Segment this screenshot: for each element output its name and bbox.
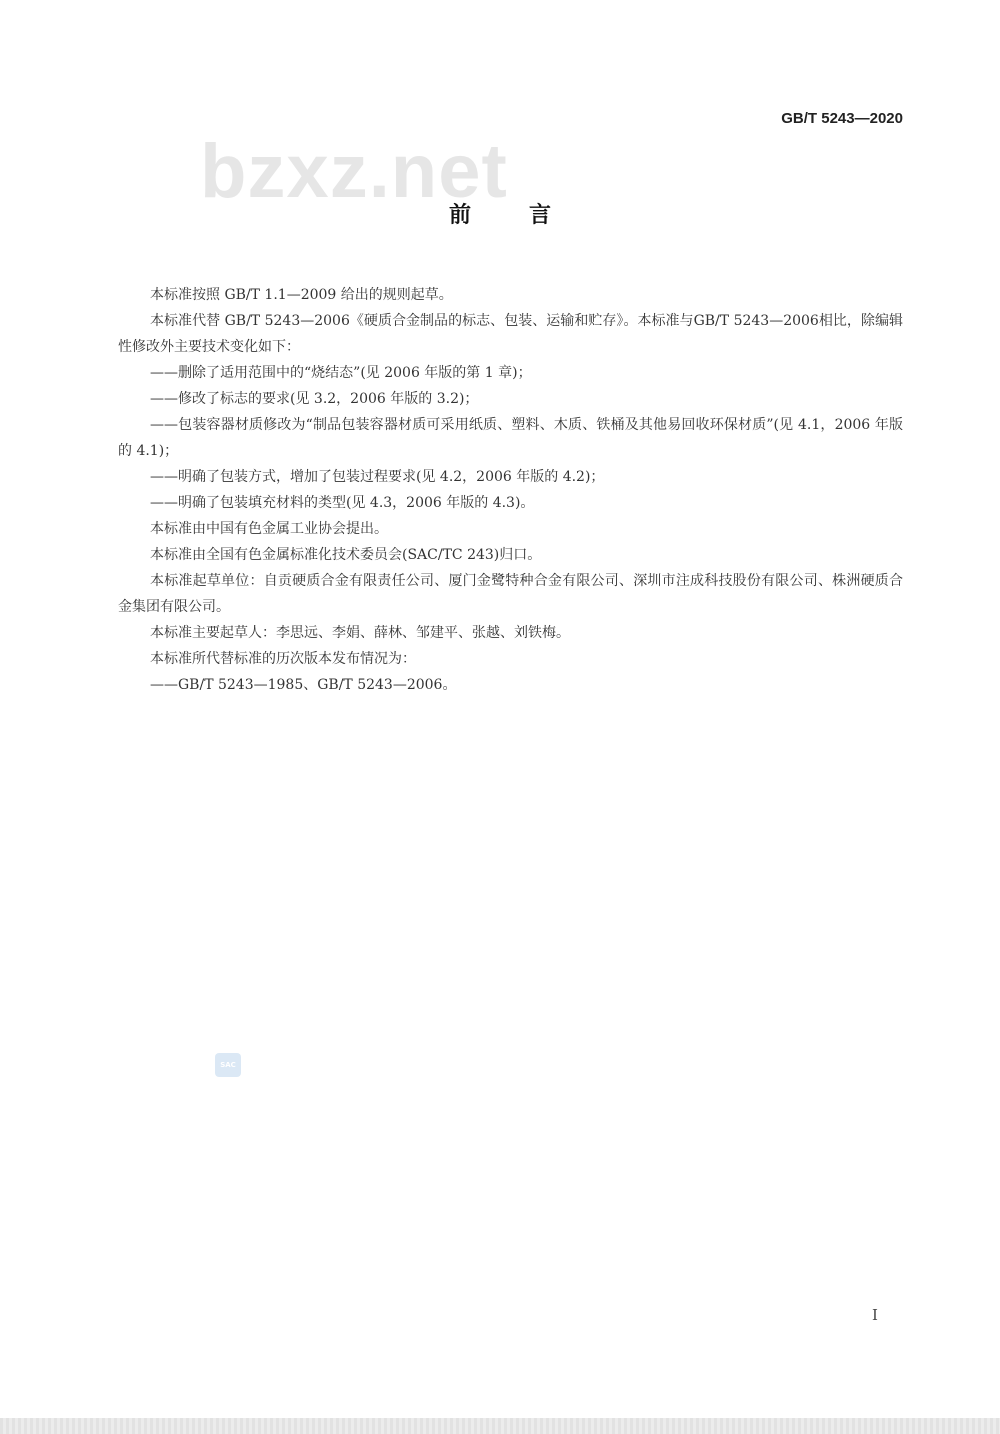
paragraph: 本标准由中国有色金属工业协会提出。 [150, 521, 388, 537]
page-title: 前言 [448, 203, 609, 228]
paragraph: 本标准代替 GB/T 5243—2006《硬质合金制品的标志、包装、运输和贮存》。本标准与GB/T 5243—2006相比，除编辑性修改外主要技术变化如下： [118, 313, 903, 355]
paragraph: 本标准由全国有色金属标准化技术委员会(SAC/TC 243)归口。 [150, 547, 542, 563]
standard-code: GB/T 5243—2020 [781, 110, 903, 127]
previous-editions: ——GB/T 5243—1985、GB/T 5243—2006。 [150, 677, 457, 693]
sac-logo-icon: SAC [215, 1053, 241, 1077]
bottom-edge [0, 1418, 1000, 1434]
watermark: bzxz.net [200, 129, 508, 214]
change-item: ——删除了适用范围中的“烧结态”(见 2006 年版的第 1 章)； [150, 365, 532, 381]
change-item: ——包装容器材质修改为“制品包装容器材质可采用纸质、塑料、木质、铁桶及其他易回收环保材质”(见 4.1，2006 年版的 4.1)； [118, 417, 903, 459]
paragraph: 本标准所代替标准的历次版本发布情况为： [150, 651, 416, 667]
foreword-body [118, 282, 903, 698]
paragraph: 本标准主要起草人：李思远、李娟、薛林、邹建平、张越、刘铁梅。 [150, 625, 570, 641]
change-item: ——明确了包装填充材料的类型(见 4.3，2006 年版的 4.3)。 [150, 495, 535, 511]
change-item: ——修改了标志的要求(见 3.2，2006 年版的 3.2)； [150, 391, 479, 407]
page-number: I [872, 1306, 878, 1324]
change-item: ——明确了包装方式，增加了包装过程要求(见 4.2，2006 年版的 4.2)； [150, 469, 605, 485]
paragraph: 本标准按照 GB/T 1.1—2009 给出的规则起草。 [150, 287, 453, 303]
paragraph: 本标准起草单位：自贡硬质合金有限责任公司、厦门金鹭特种合金有限公司、深圳市注成科技股份有限公司、株洲硬质合金集团有限公司。 [118, 573, 903, 615]
